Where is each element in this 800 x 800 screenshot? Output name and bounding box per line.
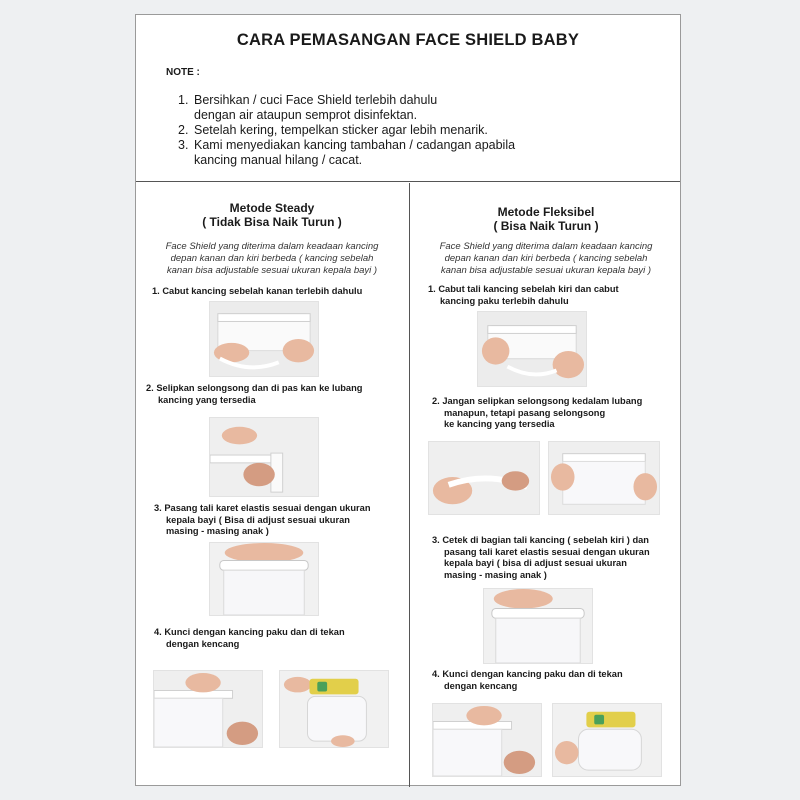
- right-method-title: Metode Fleksibel: [497, 205, 595, 219]
- right-method-heading: [410, 205, 682, 233]
- right-step-2: 2. Jangan selipkan selongsong kedalam lubang manapun, tetapi pasang selongsong ke kancing yang tersedia: [432, 396, 643, 429]
- right-method-desc: Face Shield yang diterima dalam keadaan kancing depan kanan dan kiri berbeda ( kancing sebelah kanan bisa adjustable sesuai ukuran kepala bayi ): [439, 241, 653, 276]
- right-step-2-photo-a: [428, 441, 540, 515]
- right-step-2-photo-b: [548, 441, 660, 515]
- right-step-1: 1. Cabut tali kancing sebelah kiri dan cabut kancing paku terlebih dahulu: [428, 284, 619, 306]
- left-step-2: 2. Selipkan selongsong dan di pas kan ke lubang kancing yang tersedia: [146, 383, 363, 405]
- left-method-desc: Face Shield yang diterima dalam keadaan kancing depan kanan dan kiri berbeda ( kancing sebelah kanan bisa adjustable sesuai ukuran kepala bayi ): [165, 241, 379, 276]
- right-step-1-photo: [477, 311, 587, 387]
- right-step-4: 4. Kunci dengan kancing paku dan di tekan dengan kencang: [432, 669, 623, 691]
- left-step-1-photo: [209, 301, 319, 377]
- note-item: 3. Kami menyediakan kancing tambahan / cadangan apabila kancing manual hilang / cacat.: [178, 138, 516, 167]
- right-step-4-photo-b: [552, 703, 662, 777]
- notes-list: [178, 93, 515, 168]
- left-step-4-photo-b: [279, 670, 389, 748]
- right-step-4-photo-a: [432, 703, 542, 777]
- left-step-4: 4. Kunci dengan kancing paku dan di tekan dengan kencang: [154, 627, 345, 649]
- note-item: 2. Setelah kering, tempelkan sticker agar lebih menarik.: [178, 123, 488, 137]
- left-method-title: Metode Steady: [229, 201, 315, 215]
- left-method-subtitle: ( Tidak Bisa Naik Turun ): [202, 215, 342, 229]
- left-step-3-photo: [209, 542, 319, 616]
- left-method-heading: [136, 201, 408, 229]
- left-step-1: 1. Cabut kancing sebelah kanan terlebih dahulu: [152, 286, 363, 296]
- left-step-2-photo: [209, 417, 319, 497]
- left-step-4-photo-a: [153, 670, 263, 748]
- page-title: CARA PEMASANGAN FACE SHIELD BABY: [236, 31, 580, 49]
- instruction-sheet: [135, 14, 681, 786]
- right-step-3: 3. Cetek di bagian tali kancing ( sebelah kiri ) dan pasang tali karet elastis sesuai dengan ukuran kepala bayi ( bisa di adjust sesuai ukuran masing - masing anak ): [432, 535, 650, 580]
- note-item: 1. Bersihkan / cuci Face Shield terlebih dahulu dengan air ataupun semprot disinfektan.: [178, 93, 438, 122]
- right-method-subtitle: ( Bisa Naik Turun ): [493, 219, 599, 233]
- left-step-3: 3. Pasang tali karet elastis sesuai dengan ukuran kepala bayi ( Bisa di adjust sesuai ukuran masing - masing anak ): [154, 503, 371, 536]
- right-step-3-photo: [483, 588, 593, 664]
- section-divider: [136, 181, 680, 182]
- note-label: NOTE :: [166, 67, 200, 78]
